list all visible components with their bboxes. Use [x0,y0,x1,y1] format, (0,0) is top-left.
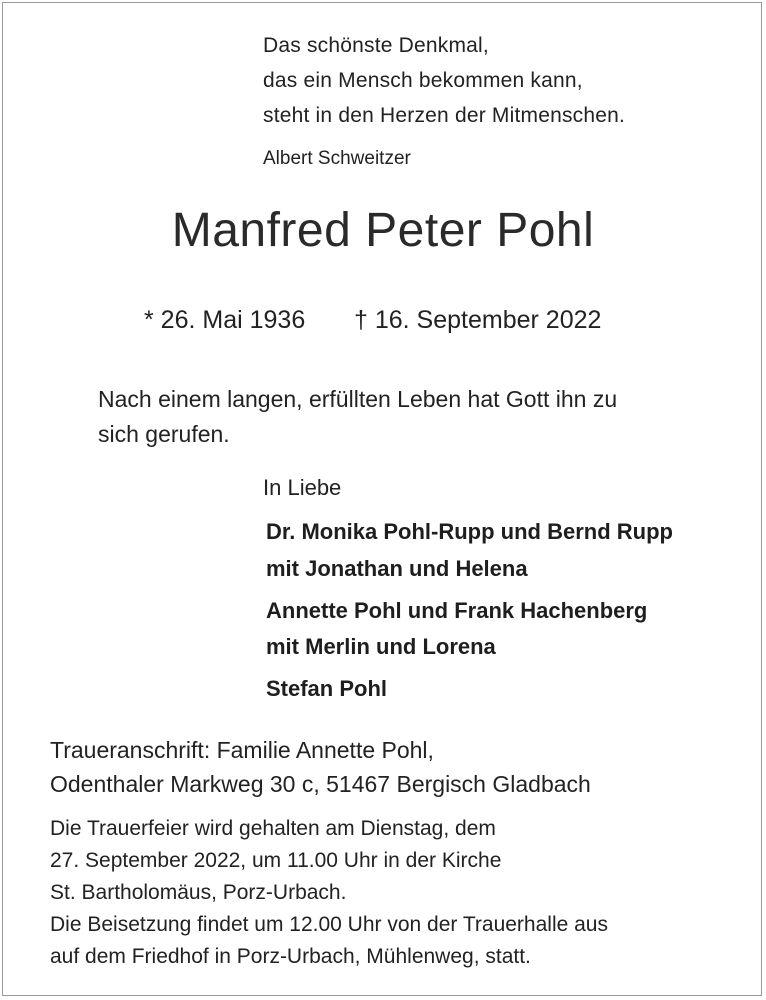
service-line: Die Beisetzung findet um 12.00 Uhr von der Trauerhalle aus [50,913,608,936]
mourner-line: mit Merlin und Lorena [266,634,496,659]
mourner-line: mit Jonathan und Helena [266,556,528,581]
deceased-name: Manfred Peter Pohl [171,204,595,257]
address-line: Traueranschrift: Familie Annette Pohl, [50,737,434,763]
death-date: † 16. September 2022 [354,306,602,334]
quote-author: Albert Schweitzer [263,148,411,169]
quote-line: Das schönste Denkmal, [263,34,489,57]
birth-date: * 26. Mai 1936 [144,306,306,334]
mourner-line: Stefan Pohl [266,676,388,701]
mourners-intro: In Liebe [263,475,342,500]
mourner-line: Dr. Monika Pohl-Rupp und Bernd Rupp [266,519,673,544]
service-line: St. Bartholomäus, Porz-Urbach. [50,881,347,904]
service-line: Die Trauerfeier wird gehalten am Dienstag, dem [50,817,496,840]
message-line: sich gerufen. [98,421,230,447]
quote-line: das ein Mensch bekommen kann, [263,69,583,92]
service-line: auf dem Friedhof in Porz-Urbach, Mühlenweg, statt. [50,945,531,968]
quote-line: steht in den Herzen der Mitmenschen. [263,104,626,127]
mourner-line: Annette Pohl und Frank Hachenberg [266,598,648,623]
message-line: Nach einem langen, erfüllten Leben hat Gott ihn zu [98,386,618,412]
address-line: Odenthaler Markweg 30 c, 51467 Bergisch Gladbach [50,771,591,797]
service-line: 27. September 2022, um 11.00 Uhr in der Kirche [50,849,502,872]
